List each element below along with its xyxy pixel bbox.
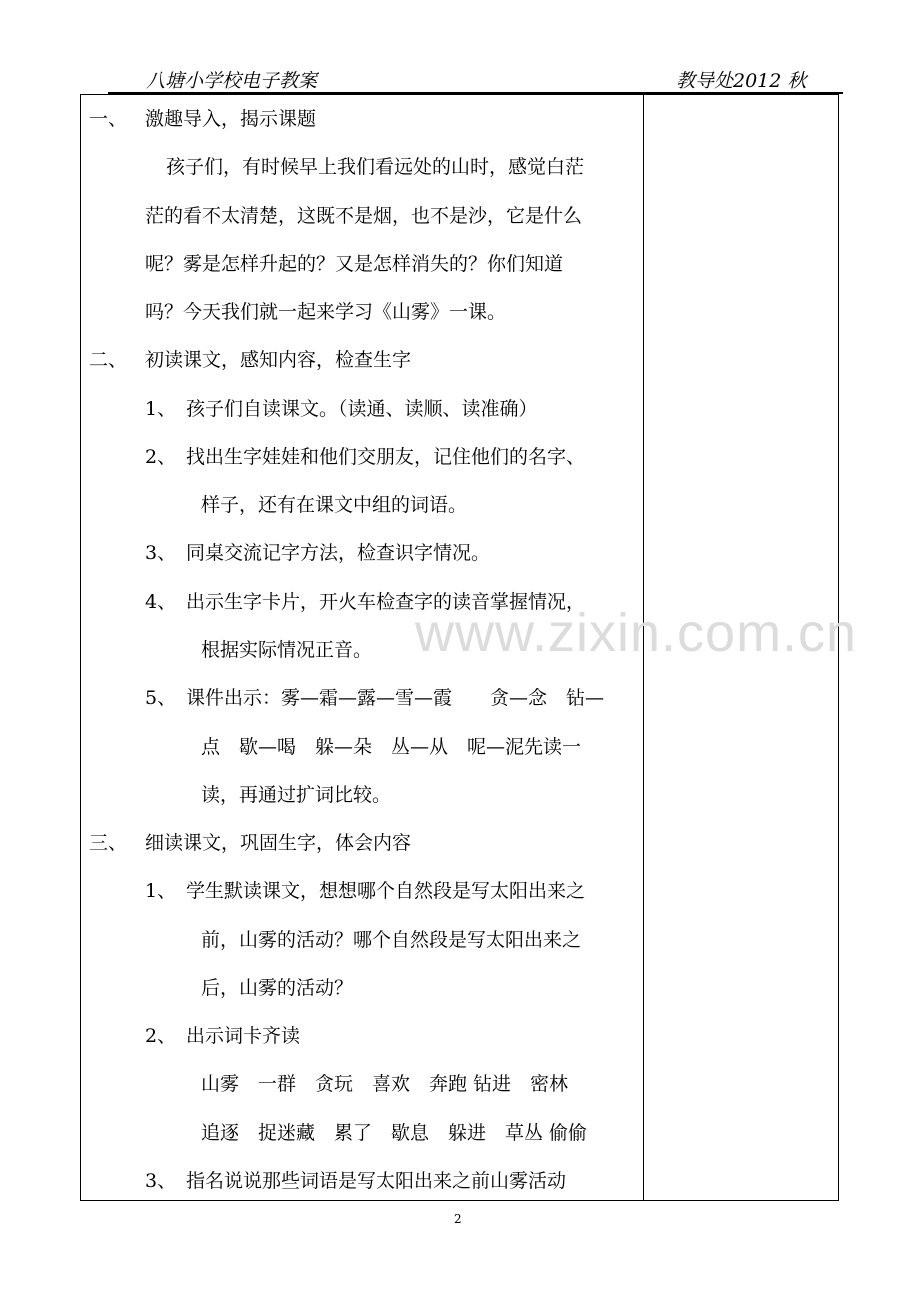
list-item-text: 前，山雾的活动？哪个自然段是写太阳出来之 (201, 929, 582, 951)
watermark: www.zixin.com.cn (415, 603, 858, 663)
section-2-number: 二、 (89, 349, 128, 371)
list-item-number: 3、 (145, 1170, 177, 1192)
word-card-row: 山雾 一群 贪玩 喜欢 奔跑 钻进 密林 (201, 1073, 569, 1095)
section-3-number: 三、 (89, 832, 128, 854)
list-item-text: 出示词卡齐读 (186, 1025, 301, 1047)
section-1-paragraph-line: 吗？今天我们就一起来学习《山雾》一课。 (145, 301, 507, 323)
list-item-number: 1、 (145, 398, 177, 420)
section-2-title: 初读课文，感知内容，检查生字 (145, 349, 412, 371)
list-item-text: 找出生字娃娃和他们交朋友，记住他们的名字、 (186, 446, 586, 468)
word-card-row: 追逐 捉迷藏 累了 歇息 躲进 草丛 偷偷 (201, 1122, 588, 1144)
list-item-number: 4、 (145, 591, 177, 613)
header-office-term: 教导处2012 秋 (676, 70, 807, 92)
list-item-text: 孩子们自读课文。（读通、读顺、读准确） (186, 398, 538, 420)
section-3-title: 细读课文，巩固生字，体会内容 (145, 832, 412, 854)
list-item-text: 根据实际情况正音。 (201, 639, 373, 661)
list-item-text: 学生默读课文，想想哪个自然段是写太阳出来之 (186, 880, 586, 902)
list-item-number: 2、 (145, 446, 177, 468)
list-item-number: 1、 (145, 880, 177, 902)
list-item-text: 课件出示：雾—霜—露—雪—霞 贪—念 钻— (186, 687, 605, 709)
list-item-text: 点 歇—喝 躲—朵 丛—从 呢—泥先读一 (201, 736, 582, 758)
list-item-text: 出示生字卡片，开火车检查字的读音掌握情况， (186, 591, 586, 613)
section-1-title: 激趣导入，揭示课题 (145, 108, 317, 130)
page-number: 2 (454, 1212, 462, 1226)
list-item-text: 指名说说那些词语是写太阳出来之前山雾活动 (186, 1170, 567, 1192)
list-item-number: 3、 (145, 542, 177, 564)
list-item-text: 后，山雾的活动？ (201, 977, 354, 999)
list-item-text: 样子，还有在课文中组的词语。 (201, 494, 468, 516)
list-item-text: 同桌交流记字方法，检查识字情况。 (186, 542, 491, 564)
list-item-text: 读，再通过扩词比较。 (201, 784, 392, 806)
list-item-number: 2、 (145, 1025, 177, 1047)
section-1-paragraph-line: 茫的看不太清楚，这既不是烟，也不是沙，它是什么 (145, 205, 583, 227)
section-1-number: 一、 (89, 108, 128, 130)
section-1-paragraph-line: 呢？雾是怎样升起的？又是怎样消失的？你们知道 (145, 253, 564, 275)
header-school-name: 八塘小学校电子教案 (146, 70, 318, 92)
section-1-paragraph-line: 孩子们，有时候早上我们看远处的山时，感觉白茫 (166, 156, 585, 178)
list-item-number: 5、 (145, 687, 177, 709)
